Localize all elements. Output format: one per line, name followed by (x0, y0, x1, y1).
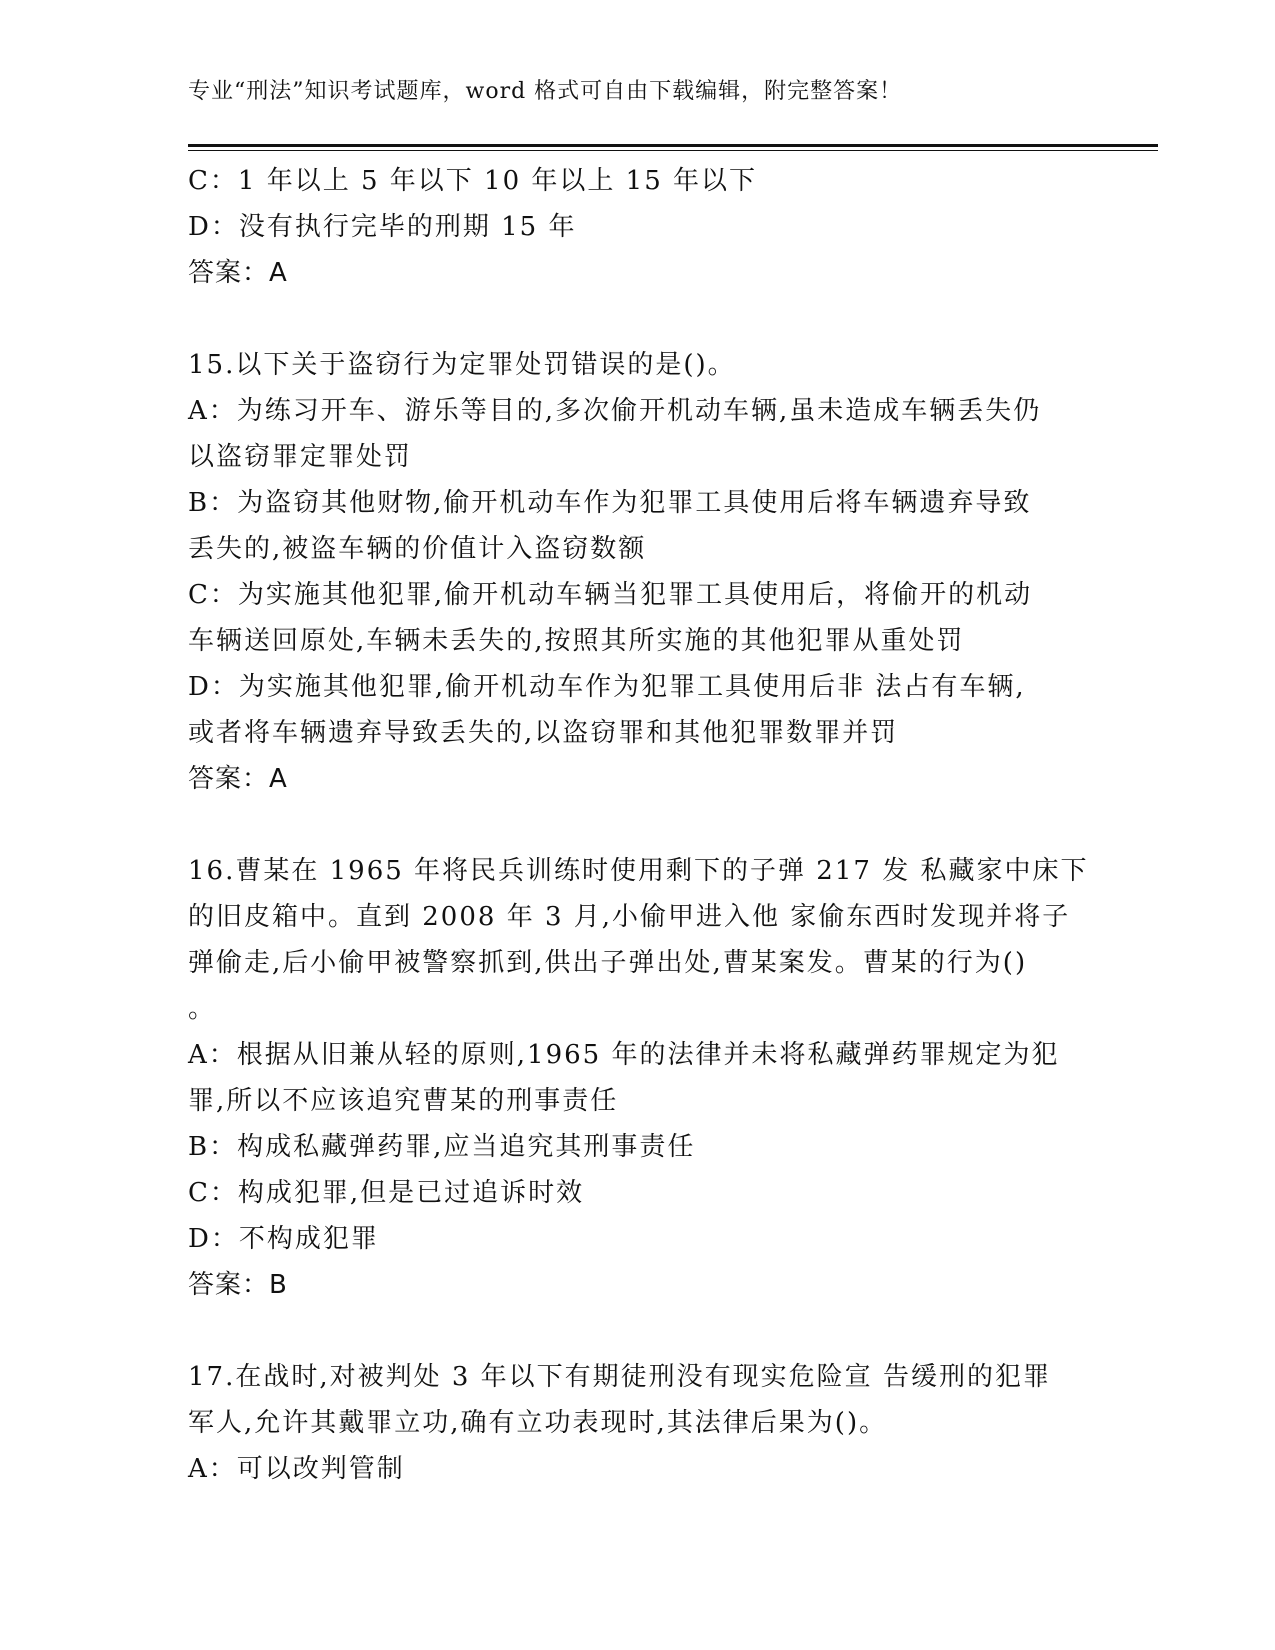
option-c-line-2: 车辆送回原处,车辆未丢失的,按照其所实施的其他犯罪从重处罚 (188, 626, 965, 656)
option-d: D：不构成犯罪 (188, 1224, 379, 1254)
option-d-line-1: D：为实施其他犯罪,偷开机动车作为犯罪工具使用后非 法占有车辆, (188, 672, 1026, 702)
question-15-block (188, 342, 1088, 802)
option-d: D：没有执行完毕的刑期 15 年 (188, 212, 577, 242)
option-b-line-2: 丢失的,被盗车辆的价值计入盗窃数额 (188, 534, 647, 564)
question-16-stem-line-3: 弹偷走,后小偷甲被警察抓到,供出子弹出处,曹某案发。曹某的行为() (188, 948, 1028, 978)
question-17-block (188, 1354, 1088, 1492)
spacer (188, 802, 1088, 848)
question-16-stem-line-4: 。 (188, 994, 217, 1024)
option-c-line-1: C：为实施其他犯罪,偷开机动车辆当犯罪工具使用后，将偷开的机动 (188, 580, 1033, 610)
option-b: B：构成私藏弹药罪,应当追究其刑事责任 (188, 1132, 696, 1162)
question-16-stem-line-2: 的旧皮箱中。直到 2008 年 3 月,小偷甲进入他 家偷东西时发现并将子 (188, 902, 1071, 932)
question-16-block (188, 848, 1088, 1308)
option-d-line-2: 或者将车辆遗弃导致丢失的,以盗窃罪和其他犯罪数罪并罚 (188, 718, 899, 748)
option-a: A：可以改判管制 (188, 1454, 405, 1484)
prev-question-block (188, 158, 1088, 296)
option-c: C：1 年以上 5 年以下 10 年以上 15 年以下 (188, 166, 757, 196)
option-a-line-2: 以盗窃罪定罪处罚 (188, 442, 413, 472)
option-a-line-1: A：为练习开车、游乐等目的,多次偷开机动车辆,虽未造成车辆丢失仍 (188, 396, 1042, 426)
answer-line: 答案：B (188, 1270, 288, 1300)
header-divider (188, 144, 1158, 147)
document-body (188, 158, 1088, 1492)
option-a-line-2: 罪,所以不应该追究曹某的刑事责任 (188, 1086, 619, 1116)
option-a-line-1: A：根据从旧兼从轻的原则,1965 年的法律并未将私藏弹药罪规定为犯 (188, 1040, 1060, 1070)
option-b-line-1: B：为盗窃其他财物,偷开机动车作为犯罪工具使用后将车辆遗弃导致 (188, 488, 1032, 518)
spacer (188, 296, 1088, 342)
answer-line: 答案：A (188, 258, 288, 288)
question-17-stem-line-1: 17.在战时,对被判处 3 年以下有期徒刑没有现实危险宣 告缓刑的犯罪 (188, 1362, 1051, 1392)
answer-line: 答案：A (188, 764, 288, 794)
question-16-stem-line-1: 16.曹某在 1965 年将民兵训练时使用剩下的子弹 217 发 私藏家中床下 (188, 856, 1089, 886)
option-c: C：构成犯罪,但是已过追诉时效 (188, 1178, 585, 1208)
question-15-stem: 15.以下关于盗窃行为定罪处罚错误的是()。 (188, 350, 736, 380)
spacer (188, 1308, 1088, 1354)
question-17-stem-line-2: 军人,允许其戴罪立功,确有立功表现时,其法律后果为()。 (188, 1408, 888, 1438)
page-header-title: 专业“刑法”知识考试题库，word 格式可自由下载编辑，附完整答案！ (188, 79, 903, 104)
